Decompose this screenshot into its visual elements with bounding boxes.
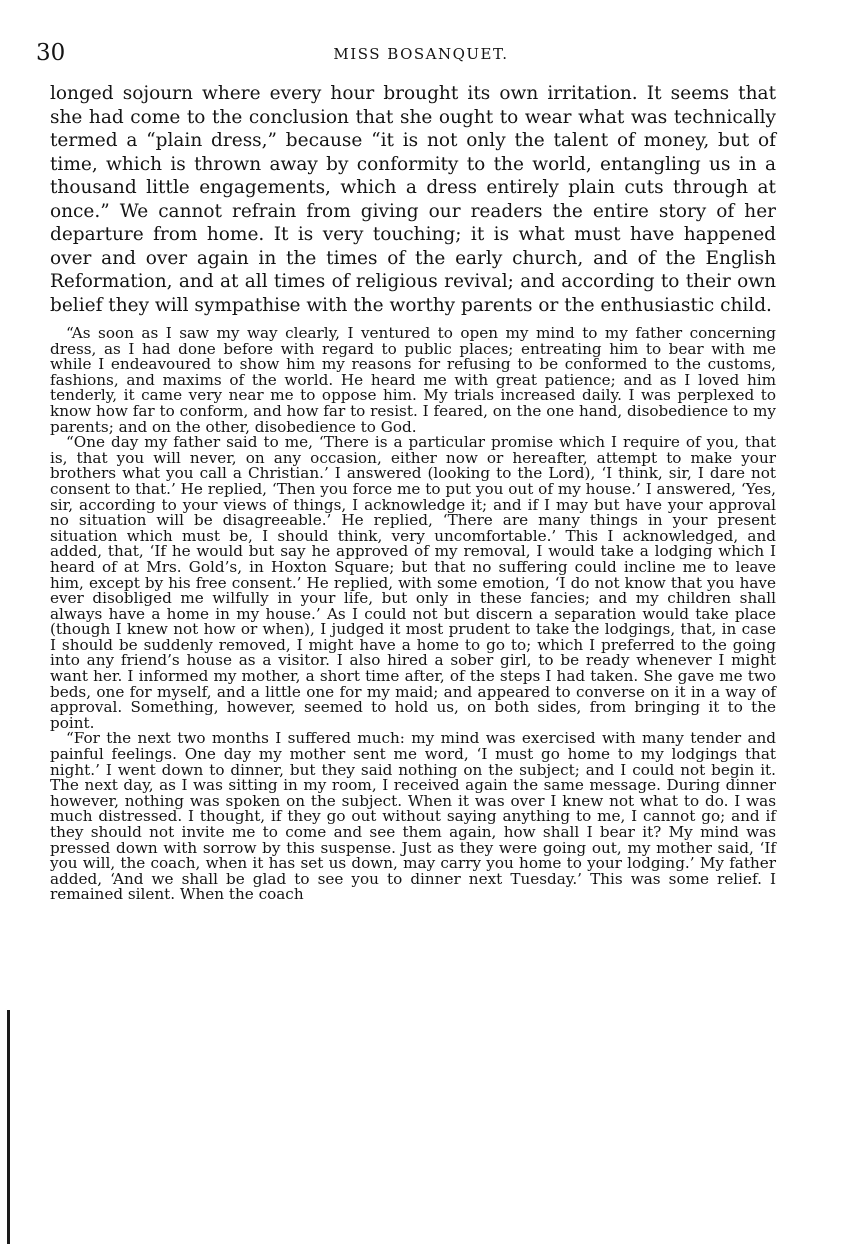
running-title: MISS BOSANQUET. [333,45,509,63]
page-header [0,38,842,68]
page-number: 30 [36,40,66,66]
main-paragraph: longed sojourn where every hour brought its own irritation. It seems that she had come to the conclusion that she ought to wear what was technically termed a “plain dress,” because “it is not only the talent of money, but of time, which is thrown away by conformity to the world, entangling us in a thousand little engagements, which a dress entirely plain cuts through at once.” We cannot refrain from giving our readers the entire story of her departure from home. It is very touching; it is what must have happened over and over again in the times of the early church, and of the English Reformation, and at all times of religious revival; and according to their own belief they will sympathise with the worthy parents or the enthusiastic child. [50,83,776,316]
quote-paragraph: “For the next two months I suffered much: my mind was exercised with many tender and painful feelings. One day my mother sent me word, ‘I must go home to my lodgings that night.’ I went down to dinner, but they said nothing on the subject; and I could not begin it. The next day, as I was sitting in my room, I received again the same message. During dinner however, nothing was spoken on the subject. When it was over I knew not what to do. I was much distressed. I thought, if they go out without saying anything to me, I cannot go; and if they should not invite me to come and see them again, how shall I bear it? My mind was pressed down with sorrow by this suspense. Just as they were going out, my mother said, ‘If you will, the coach, when it has set us down, may carry you home to your lodging.’ My father added, ‘And we shall be glad to see you to dinner next Tuesday.’ This was some relief. I remained silent. When the coach [50,729,776,904]
quoted-extract [50,326,776,903]
quote-paragraph: “One day my father said to me, ‘There is a particular promise which I require of you, that is, that you will never, on any occasion, either now or hereafter, attempt to make your brothers what you call a Christian.’ I answered (looking to the Lord), ‘I think, sir, I dare not consent to that.’ He replied, ‘Then you force me to put you out of my house.’ I answered, ‘Yes, sir, according to your views of things, I acknowledge it; and if I may but have your approval no situation will be disagreeable.’ He replied, ‘There are many things in your present situation which must be, I should think, very uncomfortable.’ This I acknowledged, and added, that, ‘If he would but say he approved of my removal, I would take a lodging which I heard of at Mrs. Gold’s, in Hoxton Square; but that no suffering could incline me to leave him, except by his free consent.’ He replied, with some emotion, ‘I do not know that you have ever disobliged me wilfully in your life, but only in these fancies; and my children shall always have a home in my house.’ As I could not but discern a separation would take place (though I knew not how or when), I judged it most prudent to take the lodgings, that, in case I should be suddenly removed, I might have a home to go to; which I preferred to the going into any friend’s house as a visitor. I also hired a sober girl, to be ready whenever I might want her. I informed my mother, a short time after, of the steps I had taken. She gave me two beds, one for myself, and a little one for my maid; and appeared to converse on it in a way of approval. Something, however, seemed to hold us, on both sides, from bringing it to the point. [50,433,776,732]
body-text [50,82,776,903]
quote-paragraph: “As soon as I saw my way clearly, I ventured to open my mind to my father concerning dress, as I had done before with regard to public places; entreating him to bear with me while I endeavoured to show him my reasons for refusing to be conformed to the customs, fashions, and maxims of the world. He heard me with great patience; and as I loved him tenderly, it came very near me to oppose him. My trials increased daily. I was perplexed to know how far to conform, and how far to resist. I feared, on the one hand, disobedience to my parents; and on the other, disobedience to God. [50,324,776,436]
scan-edge-shadow [7,1010,10,1244]
